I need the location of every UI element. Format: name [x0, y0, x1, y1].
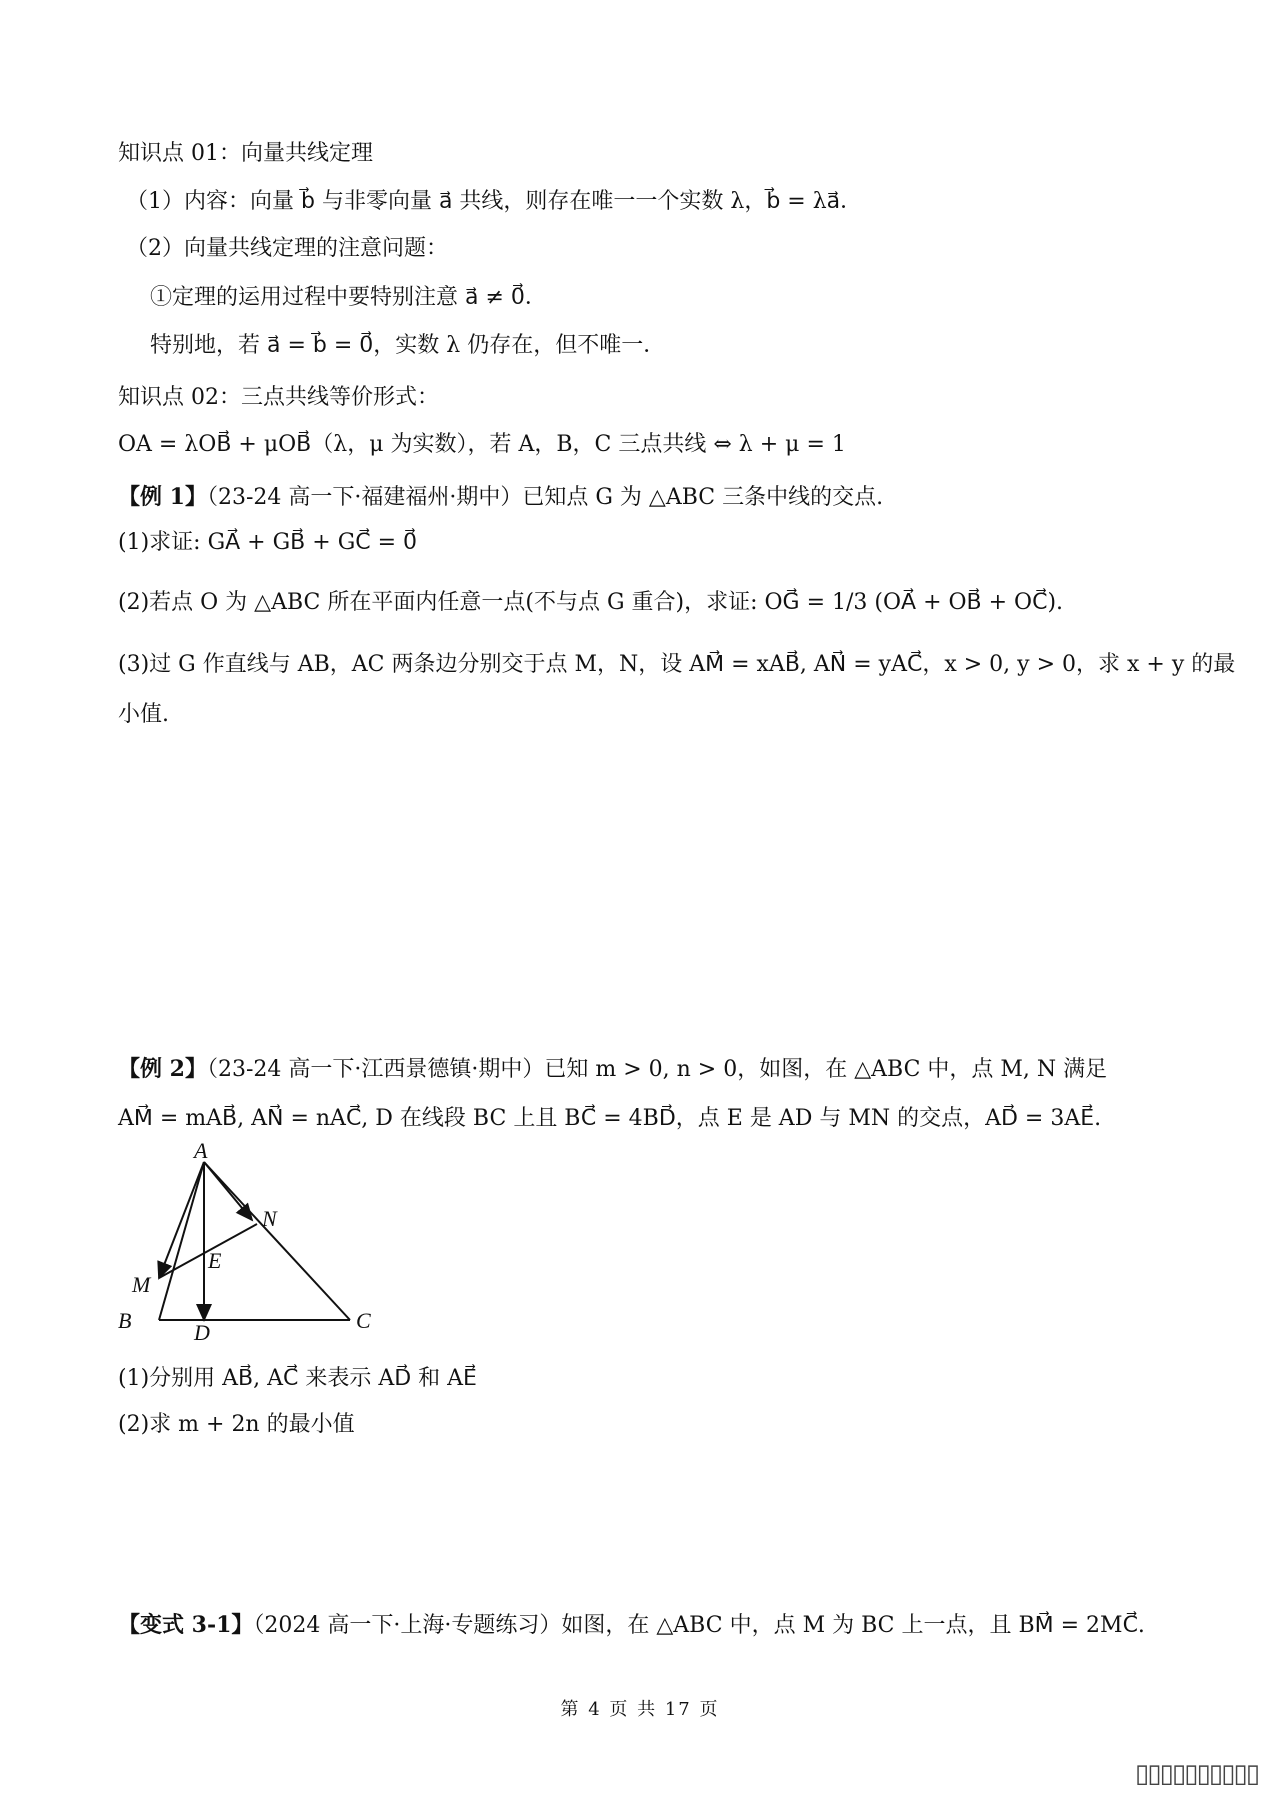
kp1-note2: 特别地，若 a⃗ = b⃗ = 0⃗，实数 λ 仍存在，但不唯一． — [150, 333, 666, 358]
label-n: N — [262, 1206, 277, 1231]
vector-an — [204, 1162, 252, 1220]
ex2-q2: (2)求 m + 2n 的最小值 — [118, 1412, 355, 1437]
var31-header — [118, 1610, 1190, 1641]
ex1-q1: (1)求证: GA⃗ + GB⃗ + GC⃗ = 0⃗ — [118, 530, 418, 555]
label-b: B — [118, 1308, 132, 1333]
ex2-stem1: （23-24 高一下·江西景德镇·期中）已知 m > 0, n > 0，如图，在 △ABC 中，点 M, N 满足 — [206, 1057, 1108, 1082]
vector-am — [159, 1162, 204, 1278]
label-m: M — [132, 1272, 151, 1297]
ex2-label: 【例 2】 — [118, 1056, 207, 1082]
ex1-q2: (2)若点 O 为 △ABC 所在平面内任意一点(不与点 G 重合)，求证: OG⃗ = 1/3 (OA⃗ + OB⃗ + OC⃗). — [118, 590, 1064, 615]
side-ab — [159, 1162, 204, 1320]
kp1-note1: ①定理的运用过程中要特别注意 a⃗ ≠ 0⃗． — [150, 285, 547, 310]
label-e: E — [208, 1248, 222, 1273]
kp1-title: 知识点 01：向量共线定理 — [118, 141, 373, 166]
var31-stem: （2024 高一下·上海·专题练习）如图，在 △ABC 中，点 M 为 BC 上一点，且 BM⃗ = 2MC⃗. — [253, 1613, 1145, 1638]
ex2-header — [118, 1054, 1190, 1085]
kp2-title: 知识点 02：三点共线等价形式： — [118, 385, 439, 410]
ex1-label: 【例 1】 — [118, 484, 207, 510]
watermark-logo: ▯▯▯▯▯▯▯▯▯▯ — [1134, 1759, 1258, 1789]
kp2-formula: OA = λOB⃗ + μOB⃗（λ，μ 为实数），若 A，B，C 三点共线 ⇔ λ + μ = 1 — [118, 432, 846, 457]
ex2-q1: (1)分别用 AB⃗, AC⃗ 来表示 AD⃗ 和 AE⃗ — [118, 1366, 477, 1391]
kp1-notes-title: （2）向量共线定理的注意问题： — [126, 236, 448, 261]
label-d: D — [194, 1320, 210, 1340]
ex1-header — [118, 482, 1190, 513]
page-footer: 第 4 页 共 17 页 — [560, 1699, 720, 1720]
triangle-figure — [112, 1140, 392, 1340]
label-c: C — [356, 1308, 371, 1333]
ex1-q3a: (3)过 G 作直线与 AB，AC 两条边分别交于点 M，N，设 AM⃗ = xAB⃗, AN⃗ = yAC⃗，x > 0, y > 0，求 x + y 的最 — [118, 652, 1236, 677]
ex2-stem2: AM⃗ = mAB⃗, AN⃗ = nAC⃗, D 在线段 BC 上且 BC⃗ = 4BD⃗，点 E 是 AD 与 MN 的交点，AD⃗ = 3AE⃗. — [118, 1106, 1102, 1131]
ex1-stem: （23-24 高一下·福建福州·期中）已知点 G 为 △ABC 三条中线的交点. — [206, 485, 884, 510]
ex1-q3b: 小值. — [118, 702, 169, 727]
label-a: A — [194, 1140, 208, 1163]
var31-label: 【变式 3-1】 — [118, 1612, 254, 1638]
kp1-content: （1）内容：向量 b⃗ 与非零向量 a⃗ 共线，则存在唯一一个实数 λ，b⃗ = λa⃗． — [126, 189, 863, 214]
